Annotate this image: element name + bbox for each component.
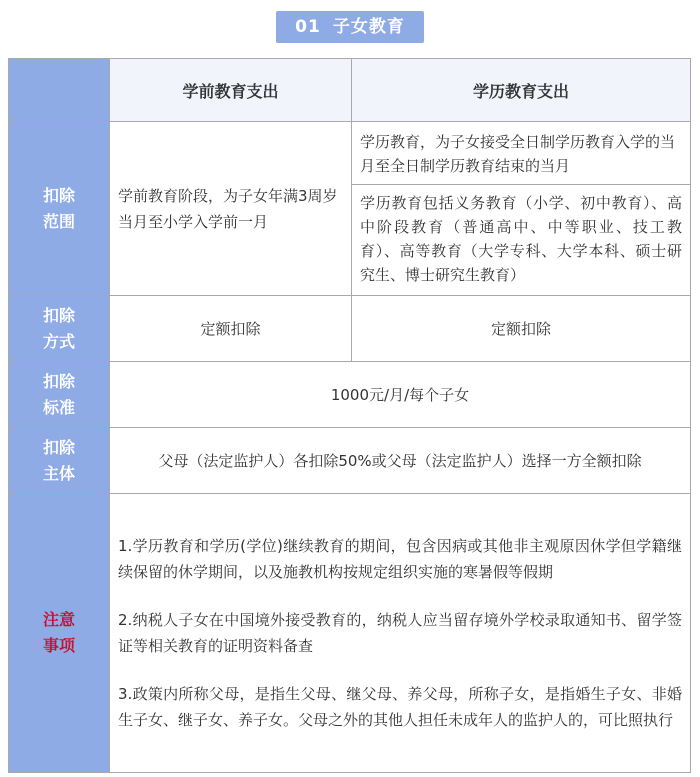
section-number: 01 bbox=[295, 17, 321, 37]
method-preschool-cell: 定额扣除 bbox=[110, 296, 352, 362]
notes-cell bbox=[110, 494, 691, 773]
section-title-badge bbox=[276, 11, 424, 43]
row-label-scope: 扣除范围 bbox=[9, 122, 110, 296]
scope-academic-cell bbox=[352, 122, 691, 296]
title-wrap bbox=[0, 11, 700, 43]
standard-value-cell: 1000元/月/每个子女 bbox=[110, 362, 691, 428]
table-row-method bbox=[9, 296, 691, 362]
scope-academic-levels: 学历教育包括义务教育（小学、初中教育）、高中阶段教育（普通高中、中等职业、技工教育）、高等教育（大学专科、大学本科、硕士研究生、博士研究生教育） bbox=[352, 184, 690, 293]
table-row-scope bbox=[9, 122, 691, 296]
section-title: 子女教育 bbox=[332, 17, 405, 37]
column-header-preschool: 学前教育支出 bbox=[110, 59, 352, 122]
note-item-1: 1.学历教育和学历(学位)继续教育的期间，包含因病或其他非主观原因休学但学籍继续保留的休学期间，以及施教机构按规定组织实施的寒暑假等假期 bbox=[118, 537, 682, 581]
row-label-subject: 扣除主体 bbox=[9, 428, 110, 494]
row-label-notes: 注意事项 bbox=[9, 494, 110, 773]
table-row-standard bbox=[9, 362, 691, 428]
note-item-2: 2.纳税人子女在中国境外接受教育的，纳税人应当留存境外学校录取通知书、留学签证等相关教育的证明资料备查 bbox=[118, 611, 682, 655]
deduction-table bbox=[8, 58, 691, 773]
subject-value-cell: 父母（法定监护人）各扣除50%或父母（法定监护人）选择一方全额扣除 bbox=[110, 428, 691, 494]
scope-preschool-cell: 学前教育阶段，为子女年满3周岁当月至小学入学前一月 bbox=[110, 122, 352, 296]
table-row-subject bbox=[9, 428, 691, 494]
scope-academic-period: 学历教育，为子女接受全日制学历教育入学的当月至全日制学历教育结束的当月 bbox=[360, 133, 676, 175]
table-row-notes bbox=[9, 494, 691, 773]
column-header-academic: 学历教育支出 bbox=[352, 59, 691, 122]
corner-cell bbox=[9, 59, 110, 122]
note-item-3: 3.政策内所称父母，是指生父母、继父母、养父母，所称子女，是指婚生子女、非婚生子女、继子女、养子女。父母之外的其他人担任未成年人的监护人的，可比照执行 bbox=[118, 685, 682, 729]
table-header-row bbox=[9, 59, 691, 122]
row-label-standard: 扣除标准 bbox=[9, 362, 110, 428]
method-academic-cell: 定额扣除 bbox=[352, 296, 691, 362]
row-label-method: 扣除方式 bbox=[9, 296, 110, 362]
